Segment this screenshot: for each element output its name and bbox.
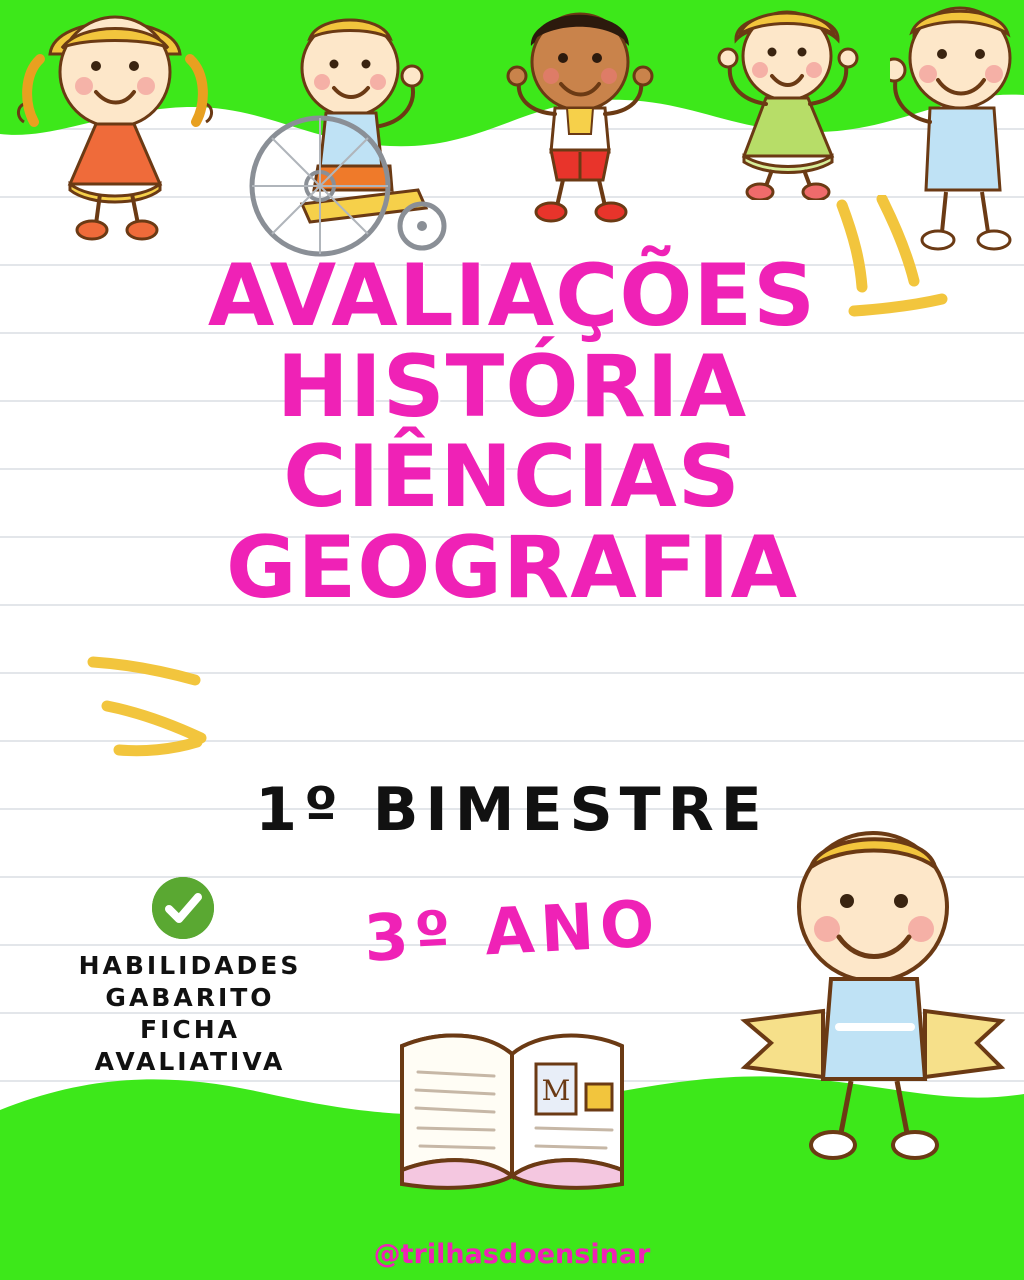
yellow-scribble-left-icon bbox=[85, 640, 225, 785]
girl-in-green-dress-icon bbox=[700, 0, 875, 200]
bimestre-label-wrapper bbox=[0, 775, 1024, 845]
feature-item: FICHA bbox=[140, 1015, 240, 1044]
open-book-icon bbox=[390, 1010, 635, 1200]
page-title bbox=[0, 246, 1024, 618]
title-line-1: AVALIAÇÕES bbox=[207, 246, 817, 346]
title-line-4: GEOGRAFIA bbox=[225, 517, 799, 618]
title-line-2: HISTÓRIA bbox=[276, 336, 748, 437]
feature-item: GABARITO bbox=[105, 983, 275, 1012]
ano-label: 3º ANO bbox=[362, 887, 662, 977]
boy-in-wheelchair-icon bbox=[240, 8, 470, 258]
instagram-handle: @trilhasdoensinar bbox=[373, 1239, 651, 1270]
features-list bbox=[30, 950, 350, 1078]
check-circle-icon bbox=[152, 877, 214, 939]
feature-item: HABILIDADES bbox=[78, 951, 302, 980]
boy-jumping-icon bbox=[505, 0, 655, 225]
svg-text:M: M bbox=[541, 1074, 571, 1107]
bimestre-label: 1º BIMESTRE bbox=[255, 775, 769, 845]
girl-with-hula-hoop-icon bbox=[10, 4, 220, 244]
title-line-3: CIÊNCIAS bbox=[283, 427, 741, 528]
feature-item: AVALIATIVA bbox=[94, 1047, 286, 1076]
kid-in-rocket-icon bbox=[715, 815, 1015, 1190]
